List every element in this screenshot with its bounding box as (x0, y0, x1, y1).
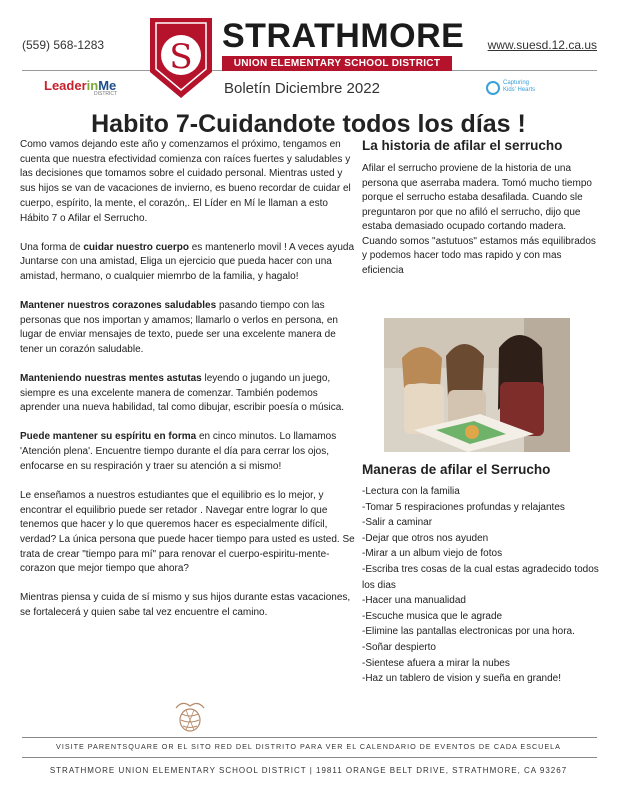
article-paragraph: Manteniendo nuestras mentes astutas leyendo o jugando un juego, siempre es una excelente manera de comenzar. También podemos aprender una nueva habilidad, tal como dibujar, escribir poesía o música. (20, 373, 345, 414)
article-paragraph: Puede mantener su espíritu en forma en cinco minutos. Lo llamamos 'Atención plena'. Encuentre tiempo durante el día para cerrar los ojos, enfocarse en su respiración y traer su atención a si mismo! (20, 431, 337, 472)
list-item: -Salir a caminar (362, 517, 433, 529)
main-article (20, 138, 357, 635)
list-item: -Soñar despierto (362, 641, 436, 653)
ckh-line2: Kids' Hearts (503, 87, 536, 93)
district-name: STRATHMORE (222, 17, 465, 55)
list-item: -Mirar a un album viejo de fotos (362, 548, 503, 560)
highlight-spirit: Puede mantener su espíritu en forma (20, 431, 197, 443)
leader-logo-part2: in (86, 78, 99, 93)
article-paragraph: Como vamos dejando este año y comenzamos el próximo, tengamos en cuenta que nuestra efectividad comienza con raíces fuertes y saludables y las decisiones que tomamos sobre el cuidado personal. Mientras usted y sus hijos se van de vacaciones de invierno, es bueno recordar de cuidar el cuerpo, espírito, la mente, el corazón,. El Líder en Mí le llaman a esto Hábito 7 o Afilar el Serrucho. (20, 139, 351, 224)
newsletter-header (0, 0, 617, 105)
list-item: -Escuche musica que le agrade (362, 610, 503, 622)
pinecone-icon (170, 698, 210, 732)
history-heading: La historia de afilar el serrucho (362, 138, 563, 153)
article-paragraph: Una forma de cuidar nuestro cuerpo es mantenerlo movil ! A veces ayuda Juntarse con una amistad, Eliga un ejercicio que pueda hacer con una amistad, hermano, o cualquier miemrbo de la familia, y hagalo! (20, 241, 355, 282)
leader-in-me-logo (44, 78, 117, 97)
article-paragraph: Mantener nuestros corazones saludables pasando tiempo con las personas que nos importan y amamos; llamarlo o verlos en persona, en lugar de enviar mensajes de texto, puede ser una excelente manera de tener un corazón saludable. (20, 299, 338, 356)
ckh-logo-text (503, 80, 535, 94)
list-item: -Tomar 5 respiraciones profundas y relajantes (362, 501, 565, 513)
footer-notice: VISITE PARENTSQUARE OR EL SITO RED DEL DISTRITO PARA VER EL CALENDARIO DE EVENTOS DE CADA ESCUELA (56, 742, 561, 751)
leader-logo-part1: Leader (44, 78, 87, 93)
highlight-mind: Manteniendo nuestras mentes astutas (20, 373, 202, 385)
footer-divider (22, 757, 597, 758)
shield-letter: S (169, 37, 193, 77)
article-paragraph: Mientras piensa y cuida de sí mismo y sus hijos durante estas vacaciones, se fortalecerá y quien sabe tal vez encuentre el camino. (20, 592, 351, 619)
list-item: -Hacer una manualidad (362, 595, 466, 607)
highlight-body: cuidar nuestro cuerpo (83, 241, 189, 253)
list-item: -Escriba tres cosas de la cual estas agradecido todos los dias (362, 563, 599, 591)
ways-list (362, 484, 607, 687)
ways-heading: Maneras de afilar el Serrucho (362, 462, 551, 477)
children-reading-photo (384, 318, 570, 452)
footer-divider (22, 737, 597, 738)
district-subtitle: UNION ELEMENTARY SCHOOL DISTRICT (222, 56, 452, 71)
ckh-line1: Capturing (503, 80, 530, 86)
list-item: -Sientese afuera a mirar la nubes (362, 657, 510, 669)
list-item: -Lectura con la familia (362, 486, 460, 497)
footer-address: STRATHMORE UNION ELEMENTARY SCHOOL DISTRICT | 19811 ORANGE BELT DRIVE, STRATHMORE, CA 93267 (49, 766, 568, 775)
phone-number: (559) 568-1283 (22, 38, 105, 52)
leader-logo-part3: Me (98, 78, 117, 93)
district-shield-logo (148, 18, 214, 98)
history-text: Afilar el serrucho proviene de la historia de una persona que aserraba madera. Tomó mucho tiempo porque el serrucho estaba desafilada. Cuando sle preguntaron por que no afiló el serrucho, dijo que estaba demasiado ocupado cortando madera. Cuando somos "astutuos" estamos más equilibrados y podemos hacer todo mas rapido y con mas eficiencia (362, 163, 596, 276)
article-paragraph: Le enseñamos a nuestros estudiantes que el equilibrio es lo mejor, y encontrar el equilibrio puede ser retador . Navegar entre lograr lo que tenemos que hacer y lo que queremos hacer es especialmente difícil, verdad? La única persona que puede hacer tiempo para usted es usted. Se trata de crear "tiempo para mí" para renovar el cuerpo-espiritu-mente-corazon que mejor tiempo que ahora? (20, 489, 355, 575)
leader-logo-tagline: DISTRICT (94, 91, 118, 97)
list-item: -Haz un tablero de vision y sueña en grande! (362, 673, 562, 685)
website-link[interactable]: www.suesd.12.ca.us (487, 38, 597, 52)
list-item: -Dejar que otros nos ayuden (362, 532, 489, 544)
list-item: -Elimine las pantallas electronicas por una hora. (362, 626, 575, 638)
capturing-kids-hearts-logo (486, 80, 546, 100)
highlight-heart: Mantener nuestros corazones saludables (20, 299, 217, 311)
heart-icon (486, 81, 500, 95)
bulletin-title: Boletín Diciembre 2022 (224, 80, 380, 97)
page-headline: Habito 7-Cuidandote todos los días ! (91, 110, 526, 138)
history-section (362, 138, 602, 278)
